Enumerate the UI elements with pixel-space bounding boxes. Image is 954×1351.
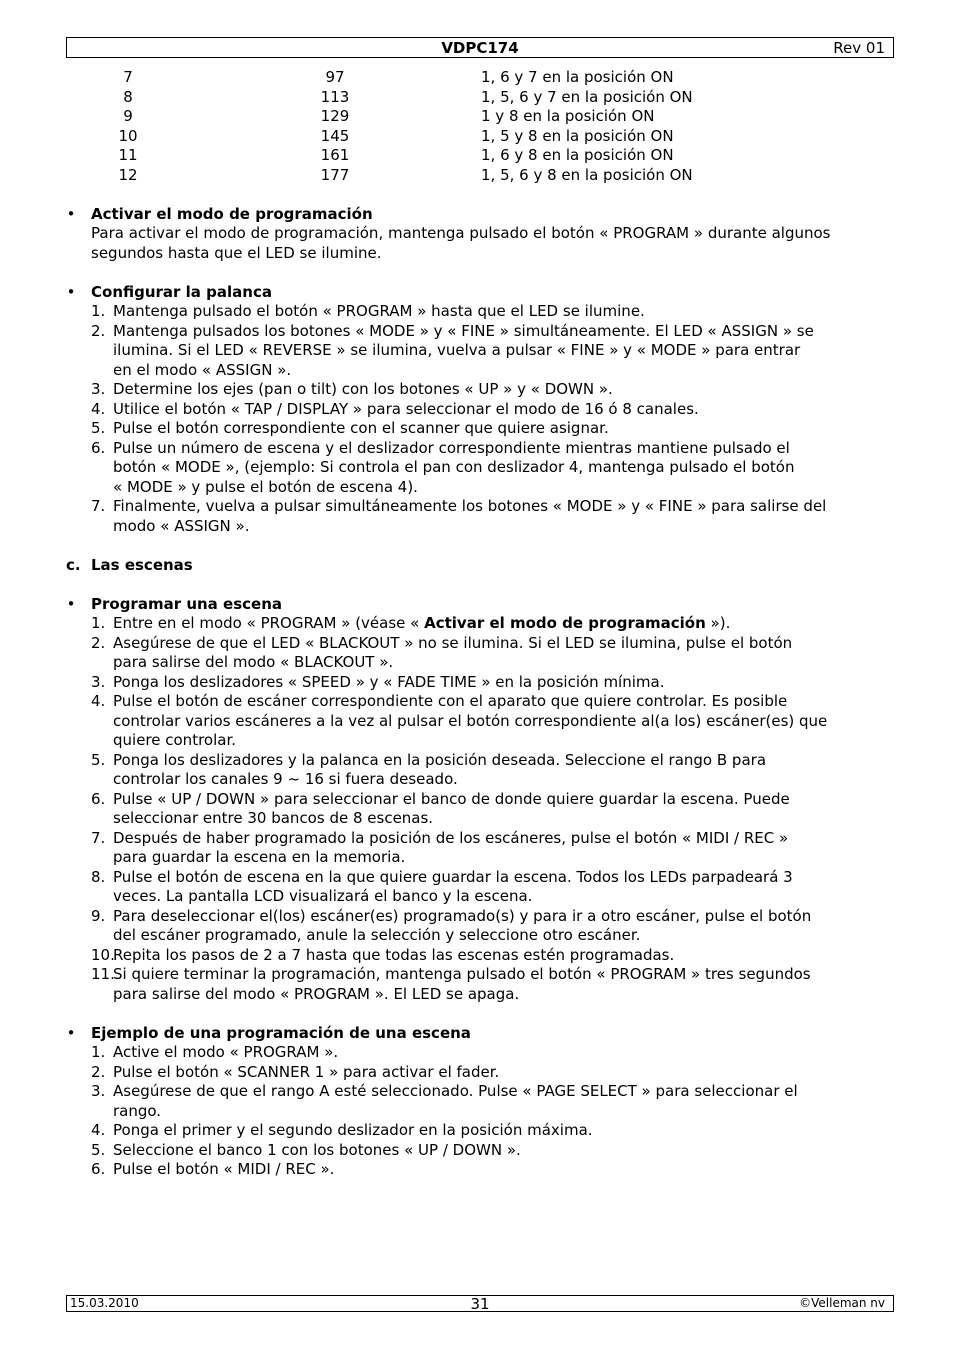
list-line: Asegúrese de que el rango A esté seleccionado. Pulse « PAGE SELECT » para seleccionar el [113,1082,798,1100]
list-line: Pulse el botón de escena en la que quiere guardar la escena. Todos los LEDs parpadeará 3 [113,867,793,886]
list-number: 11. [91,965,115,983]
example-steps [66,1043,894,1180]
bullet-icon: • [66,204,76,223]
list-item [66,302,894,322]
table-cell-number: 10 [118,126,138,145]
table-cell-value: 177 [320,165,350,184]
list-line: Ponga el primer y el segundo deslizador en la posición máxima. [113,1121,593,1139]
table-cell-value: 113 [320,87,350,106]
list-number: 3. [91,672,106,691]
table-row [66,107,894,127]
list-line: Mantenga pulsados los botones « MODE » y « FINE » simultáneamente. El LED « ASSIGN » se [113,321,814,340]
page-header [66,37,894,58]
list-line: en el modo « ASSIGN ». [113,360,292,379]
header-model: VDPC174 [441,39,519,57]
list-line: para salirse del modo « BLACKOUT ». [113,653,394,671]
list-number: 6. [91,789,106,808]
list-item [66,692,894,751]
table-cell-value: 129 [320,107,350,125]
list-line: Pulse « UP / DOWN » para seleccionar el banco de donde quiere guardar la escena. Puede [113,789,790,808]
table-row [66,166,894,186]
table-row [66,88,894,108]
table-cell-number: 9 [123,107,133,125]
table-cell-number: 12 [118,165,138,184]
prog-mode-text-2: segundos hasta que el LED se ilumine. [91,243,382,262]
list-number: 1. [91,1043,106,1061]
list-line: controlar varios escáneres a la vez al pulsar el botón correspondiente al(a los) escáner(es) que [113,711,828,730]
list-item [66,634,894,673]
list-item [66,322,894,381]
prog-mode-heading: • Activar el modo de programación [66,204,373,223]
table-cell-switches: 1, 5 y 8 en la posición ON [481,126,674,145]
list-line: Pulse el botón correspondiente con el scanner que quiere asignar. [113,419,609,437]
table-cell-value: 161 [320,146,350,164]
list-line: modo « ASSIGN ». [113,516,250,535]
list-line: Si quiere terminar la programación, mantenga pulsado el botón « PROGRAM » tres segundos [113,965,811,983]
list-number: 1. [91,302,106,320]
list-item [66,380,894,400]
list-line: quiere controlar. [113,731,237,749]
list-line: Pulse el botón « MIDI / REC ». [113,1160,335,1178]
footer-copyright: ©Velleman nv [799,1296,885,1310]
list-item [66,829,894,868]
footer-date: 15.03.2010 [70,1296,139,1310]
list-number: 5. [91,750,106,769]
list-number: 4. [91,1121,106,1139]
list-number: 6. [91,1160,106,1178]
section-c-heading: c. Las escenas [66,555,193,574]
list-item [66,868,894,907]
list-number: 2. [91,1062,106,1081]
list-number: 5. [91,1140,106,1159]
list-item [66,946,894,966]
list-line: ilumina. Si el LED « REVERSE » se ilumina, vuelva a pulsar « FINE » y « MODE » para entrar [113,341,801,359]
list-line: controlar los canales 9 ~ 16 si fuera deseado. [113,770,458,788]
list-line: Pulse el botón de escáner correspondiente con el aparato que quiere controlar. Es posible [113,692,788,710]
list-item [66,1063,894,1083]
list-line: Repita los pasos de 2 a 7 hasta que todas las escenas estén programadas. [113,945,675,964]
list-line: para salirse del modo « PROGRAM ». El LED se apaga. [113,984,520,1003]
list-line: Después de haber programado la posición de los escáneres, pulse el botón « MIDI / REC » [113,828,789,847]
list-line: botón « MODE », (ejemplo: Si controla el pan con deslizador 4, mantenga pulsado el botón [113,458,795,476]
list-line: Active el modo « PROGRAM ». [113,1043,339,1061]
list-item [66,907,894,946]
list-line: Para deseleccionar el(los) escáner(es) programado(s) y para ir a otro escáner, pulse el botón [113,906,812,925]
list-item [66,400,894,420]
list-line: seleccionar entre 30 bancos de 8 escenas. [113,809,434,827]
table-row [66,68,894,88]
list-item [66,673,894,693]
list-line: Seleccione el banco 1 con los botones « UP / DOWN ». [113,1140,521,1159]
list-item [66,790,894,829]
section-letter: c. [66,555,81,574]
program-scene-steps [66,634,894,1005]
page-footer [66,1295,894,1312]
list-number: 10. [91,945,115,964]
table-cell-number: 11 [118,146,138,164]
list-line: Finalmente, vuelva a pulsar simultáneamente los botones « MODE » y « FINE » para salirse del [113,497,827,515]
list-item [66,497,894,536]
table-cell-switches: 1, 5, 6 y 8 en la posición ON [481,165,693,184]
list-number: 3. [91,380,106,398]
list-number: 4. [91,692,106,710]
list-number: 3. [91,1082,106,1100]
list-item [66,1043,894,1063]
list-item [66,1160,894,1180]
list-line: Ponga los deslizadores « SPEED » y « FADE TIME » en la posición mínima. [113,672,665,691]
list-line: para guardar la escena en la memoria. [113,848,406,866]
bullet-icon: • [66,1023,76,1042]
list-item: 1. Entre en el modo « PROGRAM » (véase « Activar el modo de programación »). [91,614,731,632]
list-line: Asegúrese de que el LED « BLACKOUT » no se ilumina. Si el LED se ilumina, pulse el botón [113,633,793,652]
joystick-steps [66,302,894,536]
example-heading: • Ejemplo de una programación de una escena [66,1023,471,1042]
list-number: 8. [91,867,106,886]
list-item [66,419,894,439]
joystick-heading: • Configurar la palanca [66,282,272,301]
bullet-icon: • [66,282,76,301]
list-item [66,439,894,498]
list-line: Pulse el botón « SCANNER 1 » para activar el fader. [113,1062,500,1081]
list-number: 5. [91,419,106,437]
list-number: 2. [91,633,106,652]
list-number: 7. [91,828,106,847]
list-number: 6. [91,438,106,457]
prog-mode-text-1: Para activar el modo de programación, mantenga pulsado el botón « PROGRAM » durante algunos [91,224,831,242]
list-line: « MODE » y pulse el botón de escena 4). [113,477,418,496]
table-cell-number: 8 [123,87,133,106]
list-line: Ponga los deslizadores y la palanca en la posición deseada. Seleccione el rango B para [113,750,767,769]
list-line: veces. La pantalla LCD visualizará el banco y la escena. [113,887,533,905]
program-scene-heading: • Programar una escena [66,594,282,613]
table-cell-number: 7 [123,68,133,86]
table-row [66,146,894,166]
list-line: Pulse un número de escena y el deslizador correspondiente mientras mantiene pulsado el [113,438,790,457]
list-line: rango. [113,1101,162,1120]
header-revision: Rev 01 [833,39,885,57]
list-line: Determine los ejes (pan o tilt) con los botones « UP » y « DOWN ». [113,380,613,398]
list-item [66,1141,894,1161]
list-number: 2. [91,321,106,340]
table-cell-value: 145 [320,126,350,145]
list-line: del escáner programado, anule la selección y seleccione otro escáner. [113,926,641,944]
list-item [66,965,894,1004]
list-number: 9. [91,906,106,925]
list-line: Utilice el botón « TAP / DISPLAY » para seleccionar el modo de 16 ó 8 canales. [113,399,699,418]
list-line: Mantenga pulsado el botón « PROGRAM » hasta que el LED se ilumine. [113,302,645,320]
list-item [66,1121,894,1141]
table-row [66,127,894,147]
table-cell-switches: 1, 6 y 8 en la posición ON [481,146,674,164]
list-number: 4. [91,399,106,418]
page-number: 31 [470,1295,490,1313]
table-cell-switches: 1, 5, 6 y 7 en la posición ON [481,87,693,106]
table-cell-switches: 1, 6 y 7 en la posición ON [481,68,674,86]
list-item [66,751,894,790]
bullet-icon: • [66,594,76,613]
page-content [66,68,894,1180]
list-item [66,1082,894,1121]
table-cell-value: 97 [325,68,345,86]
list-number: 7. [91,497,106,515]
dip-switch-table [66,68,894,185]
table-cell-switches: 1 y 8 en la posición ON [481,107,655,125]
